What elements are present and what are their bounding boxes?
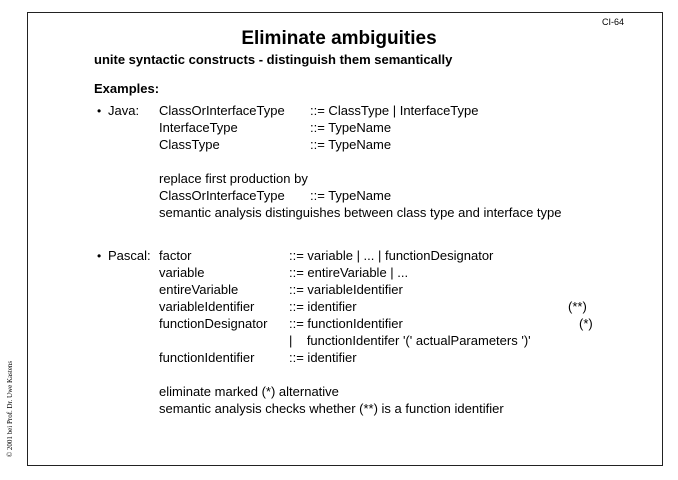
java-replacement-lhs: ClassOrInterfaceType — [159, 188, 285, 203]
copyright-notice: © 2001 bei Prof. Dr. Uwe Kastens — [6, 360, 14, 458]
java-rhs-2: ::= TypeName — [310, 120, 392, 135]
pascal-mark-double-star: (**) — [568, 299, 587, 314]
pascal-rhs-1: ::= variable | ... | functionDesignator — [289, 248, 494, 263]
pascal-rhs-3: ::= variableIdentifier — [289, 282, 403, 297]
pascal-mark-star: (*) — [579, 316, 593, 331]
bullet-pascal: • — [97, 249, 102, 263]
page-title: Eliminate ambiguities — [241, 28, 437, 49]
pascal-rhs-6: | functionIdentifer '(' actualParameters ')' — [289, 333, 531, 348]
java-rhs-1: ::= ClassType | InterfaceType — [310, 103, 479, 118]
java-lhs-3: ClassType — [159, 137, 220, 152]
java-note: semantic analysis distinguishes between class type and interface type — [159, 205, 562, 220]
java-rhs-3: ::= TypeName — [310, 137, 392, 152]
pascal-rhs-7: ::= identifier — [289, 350, 357, 365]
examples-heading: Examples: — [94, 81, 160, 96]
java-replacement-rhs: ::= TypeName — [310, 188, 392, 203]
pascal-lhs-1: factor — [159, 248, 192, 263]
pascal-rhs-5: ::= functionIdentifier — [289, 316, 403, 331]
java-lhs-1: ClassOrInterfaceType — [159, 103, 285, 118]
bullet-java: • — [97, 104, 102, 118]
slide-id: CI-64 — [602, 17, 625, 27]
pascal-note-2: semantic analysis checks whether (**) is a function identifier — [159, 401, 504, 416]
pascal-lhs-5: functionDesignator — [159, 316, 268, 331]
pascal-label: Pascal: — [108, 248, 151, 263]
java-lhs-2: InterfaceType — [159, 120, 238, 135]
pascal-lhs-2: variable — [159, 265, 205, 280]
pascal-rhs-2: ::= entireVariable | ... — [289, 265, 409, 280]
pascal-lhs-7: functionIdentifier — [159, 350, 255, 365]
java-label: Java: — [108, 103, 140, 118]
subtitle: unite syntactic constructs - distinguish them semantically — [94, 52, 453, 67]
java-replace-text: replace first production by — [159, 171, 308, 186]
pascal-note-1: eliminate marked (*) alternative — [159, 384, 339, 399]
pascal-rhs-4: ::= identifier — [289, 299, 357, 314]
pascal-lhs-4: variableIdentifier — [159, 299, 255, 314]
pascal-lhs-3: entireVariable — [159, 282, 239, 297]
